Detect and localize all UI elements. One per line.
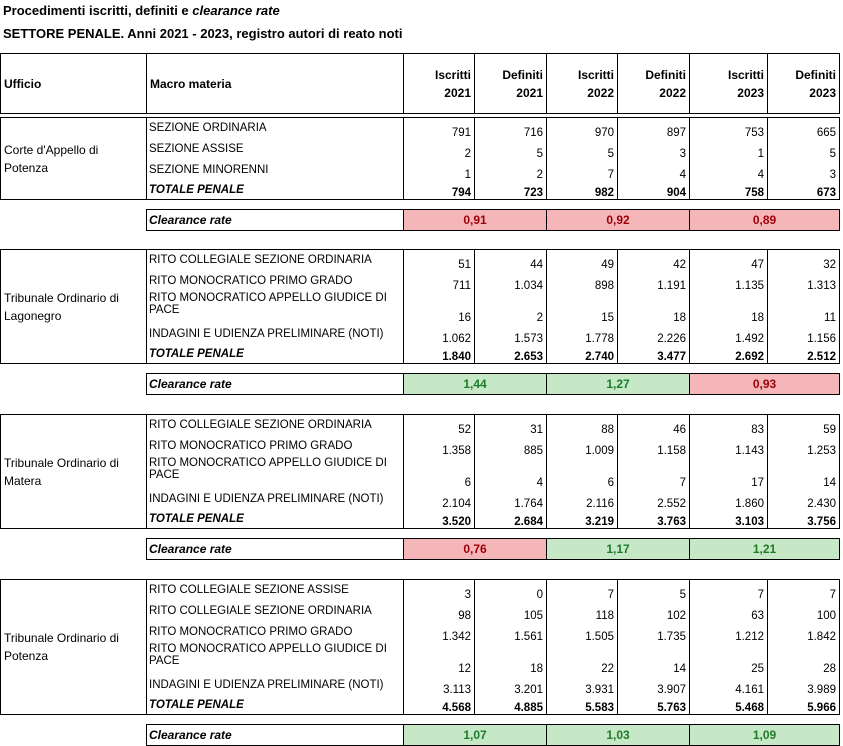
value-cell: 4 — [475, 457, 547, 489]
value-cell: 2.116 — [547, 489, 618, 510]
value-cell: 3 — [404, 580, 475, 601]
value-cell: 3 — [768, 160, 840, 181]
header-col-line1: Definiti — [795, 67, 836, 82]
value-cell: 1.062 — [404, 324, 475, 345]
clearance-row — [1, 374, 840, 395]
clearance-value-green: 1,44 — [404, 374, 547, 395]
value-cell: 2.226 — [618, 324, 690, 345]
macro-materia-cell: INDAGINI E UDIENZA PRELIMINARE (NOTI) — [147, 489, 404, 510]
value-cell: 98 — [404, 601, 475, 622]
value-cell: 42 — [618, 250, 690, 271]
value-cell: 1.505 — [547, 622, 618, 643]
clearance-blank — [1, 374, 147, 395]
header-col — [404, 54, 475, 114]
value-cell: 753 — [690, 118, 768, 139]
value-cell: 1.313 — [768, 271, 840, 292]
total-value-cell: 3.477 — [618, 345, 690, 364]
value-cell: 665 — [768, 118, 840, 139]
table-body — [1, 54, 840, 746]
macro-materia-cell: RITO COLLEGIALE SEZIONE ORDINARIA — [147, 415, 404, 436]
total-value-cell: 3.103 — [690, 510, 768, 529]
total-value-cell: 3.756 — [768, 510, 840, 529]
macro-materia-cell: RITO COLLEGIALE SEZIONE ORDINARIA — [147, 250, 404, 271]
header-col-line2: 2023 — [809, 85, 836, 100]
clearance-gap — [1, 529, 840, 539]
macro-materia-cell: RITO MONOCRATICO PRIMO GRADO — [147, 271, 404, 292]
clearance-row — [1, 725, 840, 746]
macro-materia-cell: RITO MONOCRATICO APPELLO GIUDICE DI PACE — [147, 292, 404, 324]
clearance-value-red: 0,92 — [547, 210, 690, 231]
value-cell: 14 — [768, 457, 840, 489]
macro-materia-cell: SEZIONE MINORENNI — [147, 160, 404, 181]
value-cell: 16 — [404, 292, 475, 324]
clearance-row — [1, 210, 840, 231]
value-cell: 3.989 — [768, 675, 840, 696]
value-cell: 6 — [547, 457, 618, 489]
table-row — [1, 580, 840, 601]
value-cell: 44 — [475, 250, 547, 271]
value-cell: 1.778 — [547, 324, 618, 345]
value-cell: 18 — [475, 643, 547, 675]
total-value-cell: 3.763 — [618, 510, 690, 529]
group-gap — [1, 560, 840, 580]
value-cell: 1.860 — [690, 489, 768, 510]
page-title — [3, 3, 280, 18]
value-cell: 1.492 — [690, 324, 768, 345]
title-italic-text: clearance rate — [192, 3, 280, 18]
value-cell: 2.430 — [768, 489, 840, 510]
data-table — [0, 53, 840, 746]
clearance-value-green: 1,09 — [690, 725, 840, 746]
value-cell: 3.907 — [618, 675, 690, 696]
spacer-cell — [1, 560, 840, 580]
clearance-label: Clearance rate — [147, 374, 404, 395]
header-ufficio: Ufficio — [1, 54, 147, 114]
header-col — [690, 54, 768, 114]
clearance-blank — [1, 210, 147, 231]
value-cell: 2 — [475, 160, 547, 181]
clearance-label: Clearance rate — [147, 539, 404, 560]
value-cell: 1.158 — [618, 436, 690, 457]
macro-materia-cell: RITO MONOCRATICO APPELLO GIUDICE DI PACE — [147, 643, 404, 675]
value-cell: 51 — [404, 250, 475, 271]
value-cell: 17 — [690, 457, 768, 489]
header-col-line1: Iscritti — [434, 67, 471, 82]
clearance-blank — [1, 725, 147, 746]
header-row — [1, 54, 840, 114]
value-cell: 15 — [547, 292, 618, 324]
macro-materia-cell: INDAGINI E UDIENZA PRELIMINARE (NOTI) — [147, 324, 404, 345]
value-cell: 7 — [547, 160, 618, 181]
spacer-cell — [1, 395, 840, 415]
value-cell: 118 — [547, 601, 618, 622]
value-cell: 5 — [618, 580, 690, 601]
clearance-value-red: 0,89 — [690, 210, 840, 231]
table-row — [1, 250, 840, 271]
value-cell: 885 — [475, 436, 547, 457]
page-subtitle: SETTORE PENALE. Anni 2021 - 2023, registro autori di reato noti — [3, 26, 403, 41]
total-value-cell: 3.520 — [404, 510, 475, 529]
value-cell: 1.253 — [768, 436, 840, 457]
value-cell: 1 — [690, 139, 768, 160]
header-col-line2: 2022 — [659, 85, 686, 100]
value-cell: 25 — [690, 643, 768, 675]
value-cell: 2.104 — [404, 489, 475, 510]
total-value-cell: 2.740 — [547, 345, 618, 364]
spacer-cell — [1, 364, 840, 374]
macro-materia-cell: RITO COLLEGIALE SEZIONE ORDINARIA — [147, 601, 404, 622]
value-cell: 18 — [690, 292, 768, 324]
total-label: TOTALE PENALE — [147, 181, 404, 200]
value-cell: 897 — [618, 118, 690, 139]
value-cell: 52 — [404, 415, 475, 436]
total-value-cell: 2.512 — [768, 345, 840, 364]
value-cell: 28 — [768, 643, 840, 675]
value-cell: 14 — [618, 643, 690, 675]
total-value-cell: 2.653 — [475, 345, 547, 364]
value-cell: 1.358 — [404, 436, 475, 457]
total-value-cell: 5.966 — [768, 696, 840, 715]
total-value-cell: 673 — [768, 181, 840, 200]
total-value-cell: 4.568 — [404, 696, 475, 715]
total-value-cell: 758 — [690, 181, 768, 200]
header-col-line2: 2021 — [444, 85, 471, 100]
value-cell: 18 — [618, 292, 690, 324]
total-label: TOTALE PENALE — [147, 345, 404, 364]
group-gap — [1, 231, 840, 250]
clearance-value-green: 1,17 — [547, 539, 690, 560]
clearance-gap — [1, 200, 840, 210]
value-cell: 1.573 — [475, 324, 547, 345]
value-cell: 4.161 — [690, 675, 768, 696]
value-cell: 7 — [618, 457, 690, 489]
value-cell: 83 — [690, 415, 768, 436]
value-cell: 1.135 — [690, 271, 768, 292]
total-label: TOTALE PENALE — [147, 696, 404, 715]
value-cell: 2.552 — [618, 489, 690, 510]
clearance-value-red: 0,91 — [404, 210, 547, 231]
ufficio-cell: Tribunale Ordinario di Matera — [1, 415, 147, 529]
clearance-value-green: 1,21 — [690, 539, 840, 560]
value-cell: 3.931 — [547, 675, 618, 696]
total-value-cell: 794 — [404, 181, 475, 200]
total-value-cell: 1.840 — [404, 345, 475, 364]
value-cell: 1.561 — [475, 622, 547, 643]
value-cell: 1.034 — [475, 271, 547, 292]
value-cell: 3.113 — [404, 675, 475, 696]
value-cell: 4 — [618, 160, 690, 181]
total-label: TOTALE PENALE — [147, 510, 404, 529]
value-cell: 100 — [768, 601, 840, 622]
clearance-value-red: 0,76 — [404, 539, 547, 560]
clearance-value-green: 1,07 — [404, 725, 547, 746]
total-value-cell: 5.763 — [618, 696, 690, 715]
clearance-value-green: 1,03 — [547, 725, 690, 746]
header-col — [618, 54, 690, 114]
value-cell: 88 — [547, 415, 618, 436]
value-cell: 1.191 — [618, 271, 690, 292]
total-value-cell: 3.219 — [547, 510, 618, 529]
header-col — [547, 54, 618, 114]
header-macro-materia: Macro materia — [147, 54, 404, 114]
value-cell: 12 — [404, 643, 475, 675]
value-cell: 49 — [547, 250, 618, 271]
value-cell: 898 — [547, 271, 618, 292]
clearance-value-red: 0,93 — [690, 374, 840, 395]
value-cell: 5 — [768, 139, 840, 160]
value-cell: 63 — [690, 601, 768, 622]
header-col-line1: Definiti — [645, 67, 686, 82]
total-value-cell: 5.468 — [690, 696, 768, 715]
clearance-gap — [1, 364, 840, 374]
clearance-label: Clearance rate — [147, 725, 404, 746]
value-cell: 7 — [547, 580, 618, 601]
header-col-line2: 2021 — [516, 85, 543, 100]
table-row — [1, 415, 840, 436]
value-cell: 2 — [404, 139, 475, 160]
value-cell: 1.342 — [404, 622, 475, 643]
header-col-line1: Iscritti — [577, 67, 614, 82]
group-gap — [1, 395, 840, 415]
value-cell: 0 — [475, 580, 547, 601]
macro-materia-cell: RITO MONOCRATICO PRIMO GRADO — [147, 622, 404, 643]
value-cell: 32 — [768, 250, 840, 271]
spacer-cell — [1, 231, 840, 250]
spacer-cell — [1, 200, 840, 210]
value-cell: 105 — [475, 601, 547, 622]
total-value-cell: 5.583 — [547, 696, 618, 715]
header-col-line2: 2023 — [737, 85, 764, 100]
value-cell: 7 — [690, 580, 768, 601]
value-cell: 22 — [547, 643, 618, 675]
value-cell: 59 — [768, 415, 840, 436]
value-cell: 6 — [404, 457, 475, 489]
header-col-line2: 2022 — [587, 85, 614, 100]
value-cell: 1.143 — [690, 436, 768, 457]
total-value-cell: 904 — [618, 181, 690, 200]
table-row — [1, 118, 840, 139]
header-col — [475, 54, 547, 114]
clearance-blank — [1, 539, 147, 560]
value-cell: 11 — [768, 292, 840, 324]
value-cell: 3 — [618, 139, 690, 160]
spacer-cell — [1, 715, 840, 725]
value-cell: 716 — [475, 118, 547, 139]
spacer-cell — [1, 529, 840, 539]
value-cell: 711 — [404, 271, 475, 292]
value-cell: 4 — [690, 160, 768, 181]
header-col-line1: Definiti — [502, 67, 543, 82]
clearance-value-green: 1,27 — [547, 374, 690, 395]
value-cell: 102 — [618, 601, 690, 622]
ufficio-cell: Tribunale Ordinario di Potenza — [1, 580, 147, 715]
clearance-label: Clearance rate — [147, 210, 404, 231]
clearance-row — [1, 539, 840, 560]
title-text: Procedimenti iscritti, definiti e — [3, 3, 193, 18]
value-cell: 1.735 — [618, 622, 690, 643]
value-cell: 5 — [475, 139, 547, 160]
clearance-gap — [1, 715, 840, 725]
value-cell: 1.009 — [547, 436, 618, 457]
macro-materia-cell: SEZIONE ORDINARIA — [147, 118, 404, 139]
ufficio-cell: Tribunale Ordinario di Lagonegro — [1, 250, 147, 364]
total-value-cell: 2.684 — [475, 510, 547, 529]
total-value-cell: 982 — [547, 181, 618, 200]
macro-materia-cell: RITO MONOCRATICO APPELLO GIUDICE DI PACE — [147, 457, 404, 489]
value-cell: 47 — [690, 250, 768, 271]
value-cell: 31 — [475, 415, 547, 436]
total-value-cell: 2.692 — [690, 345, 768, 364]
value-cell: 46 — [618, 415, 690, 436]
value-cell: 1.212 — [690, 622, 768, 643]
total-value-cell: 723 — [475, 181, 547, 200]
macro-materia-cell: RITO COLLEGIALE SEZIONE ASSISE — [147, 580, 404, 601]
value-cell: 2 — [475, 292, 547, 324]
header-col — [768, 54, 840, 114]
macro-materia-cell: RITO MONOCRATICO PRIMO GRADO — [147, 436, 404, 457]
macro-materia-cell: INDAGINI E UDIENZA PRELIMINARE (NOTI) — [147, 675, 404, 696]
header-col-line1: Iscritti — [727, 67, 764, 82]
total-value-cell: 4.885 — [475, 696, 547, 715]
value-cell: 970 — [547, 118, 618, 139]
value-cell: 1.842 — [768, 622, 840, 643]
value-cell: 1.156 — [768, 324, 840, 345]
value-cell: 7 — [768, 580, 840, 601]
value-cell: 1.764 — [475, 489, 547, 510]
ufficio-cell: Corte d'Appello di Potenza — [1, 118, 147, 200]
value-cell: 5 — [547, 139, 618, 160]
value-cell: 3.201 — [475, 675, 547, 696]
value-cell: 1 — [404, 160, 475, 181]
macro-materia-cell: SEZIONE ASSISE — [147, 139, 404, 160]
value-cell: 791 — [404, 118, 475, 139]
